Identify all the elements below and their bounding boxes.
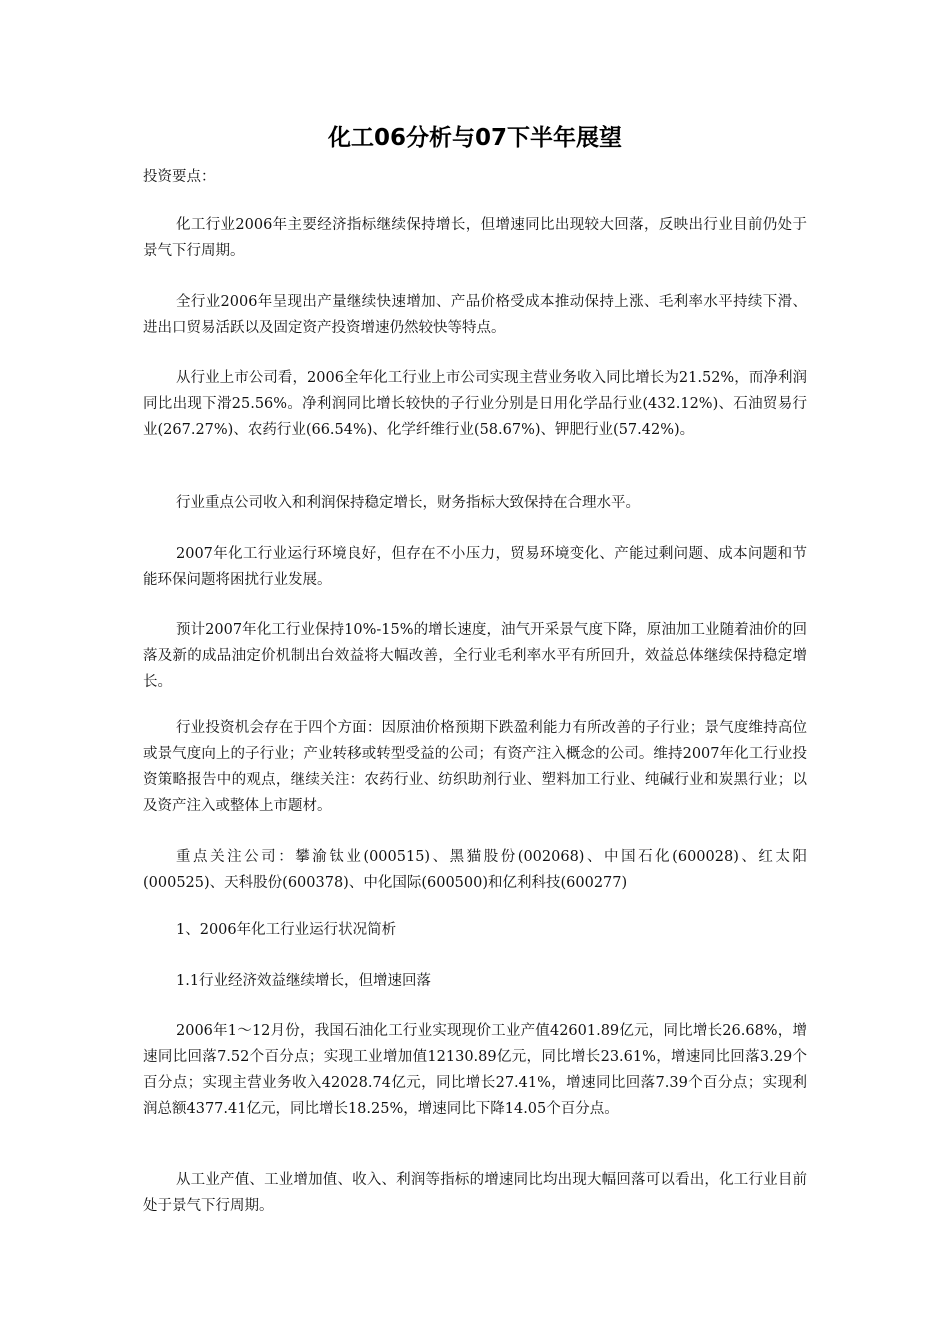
document-title: 化工06分析与07下半年展望 <box>327 125 622 151</box>
paragraph-summary: 化工行业2006年主要经济指标继续保持增长，但增速同比出现较大回落，反映出行业目前仍处于景气下行周期。 <box>143 217 807 259</box>
paragraph-key-companies: 行业重点公司收入和利润保持稳定增长，财务指标大致保持在合理水平。 <box>176 495 640 511</box>
paragraph-focus-companies: 重点关注公司：攀渝钛业(000515)、黑猫股份(002068)、中国石化(600028)、红太阳(000525)、天科股份(600378)、中化国际(600500)和亿利科技(600277) <box>143 849 807 891</box>
paragraph-2006-statistics: 2006年1～12月份，我国石油化工行业实现现价工业产值42601.89亿元，同比增长26.68%，增速同比回落7.52个百分点；实现工业增加值12130.89亿元，同比增长23.61%，增速同比回落3.29个百分点；实现主营业务收入42028.74亿元，同比增长27.41%，增速同比回落7.39个百分点；实现利润总额4377.41亿元，同比增长18.25%，增速同比下降14.05个百分点。 <box>143 1023 807 1117</box>
paragraph-2007-forecast: 预计2007年化工行业保持10%-15%的增长速度，油气开采景气度下降，原油加工业随着油价的回落及新的成品油定价机制出台效益将大幅改善，全行业毛利率水平有所回升，效益总体继续保持稳定增长。 <box>143 622 807 690</box>
intro-label: 投资要点： <box>143 169 216 185</box>
section-heading-1-1: 1.1行业经济效益继续增长，但增速回落 <box>176 973 432 989</box>
paragraph-conclusion: 从工业产值、工业增加值、收入、利润等指标的增速同比均出现大幅回落可以看出，化工行业目前处于景气下行周期。 <box>143 1172 807 1214</box>
paragraph-investment-opportunities: 行业投资机会存在于四个方面：因原油价格预期下跌盈利能力有所改善的子行业；景气度维持高位或景气度向上的子行业；产业转移或转型受益的公司；有资产注入概念的公司。维持2007年化工行业投资策略报告中的观点，继续关注：农药行业、纺织助剂行业、塑料加工行业、纯碱行业和炭黑行业；以及资产注入或整体上市题材。 <box>143 720 807 814</box>
section-heading-1: 1、2006年化工行业运行状况简析 <box>176 922 397 938</box>
paragraph-listed-companies: 从行业上市公司看，2006全年化工行业上市公司实现主营业务收入同比增长为21.52%，而净利润同比出现下滑25.56%。净利润同比增长较快的子行业分别是日用化学品行业(432.12%)、石油贸易行业(267.27%)、农药行业(66.54%)、化学纤维行业(58.67%)、钾肥行业(57.42%)。 <box>143 370 807 438</box>
paragraph-2007-environment: 2007年化工行业运行环境良好，但存在不小压力，贸易环境变化、产能过剩问题、成本问题和节能环保问题将困扰行业发展。 <box>143 546 807 588</box>
paragraph-characteristics: 全行业2006年呈现出产量继续快速增加、产品价格受成本推动保持上涨、毛利率水平持续下滑、进出口贸易活跃以及固定资产投资增速仍然较快等特点。 <box>143 294 807 336</box>
